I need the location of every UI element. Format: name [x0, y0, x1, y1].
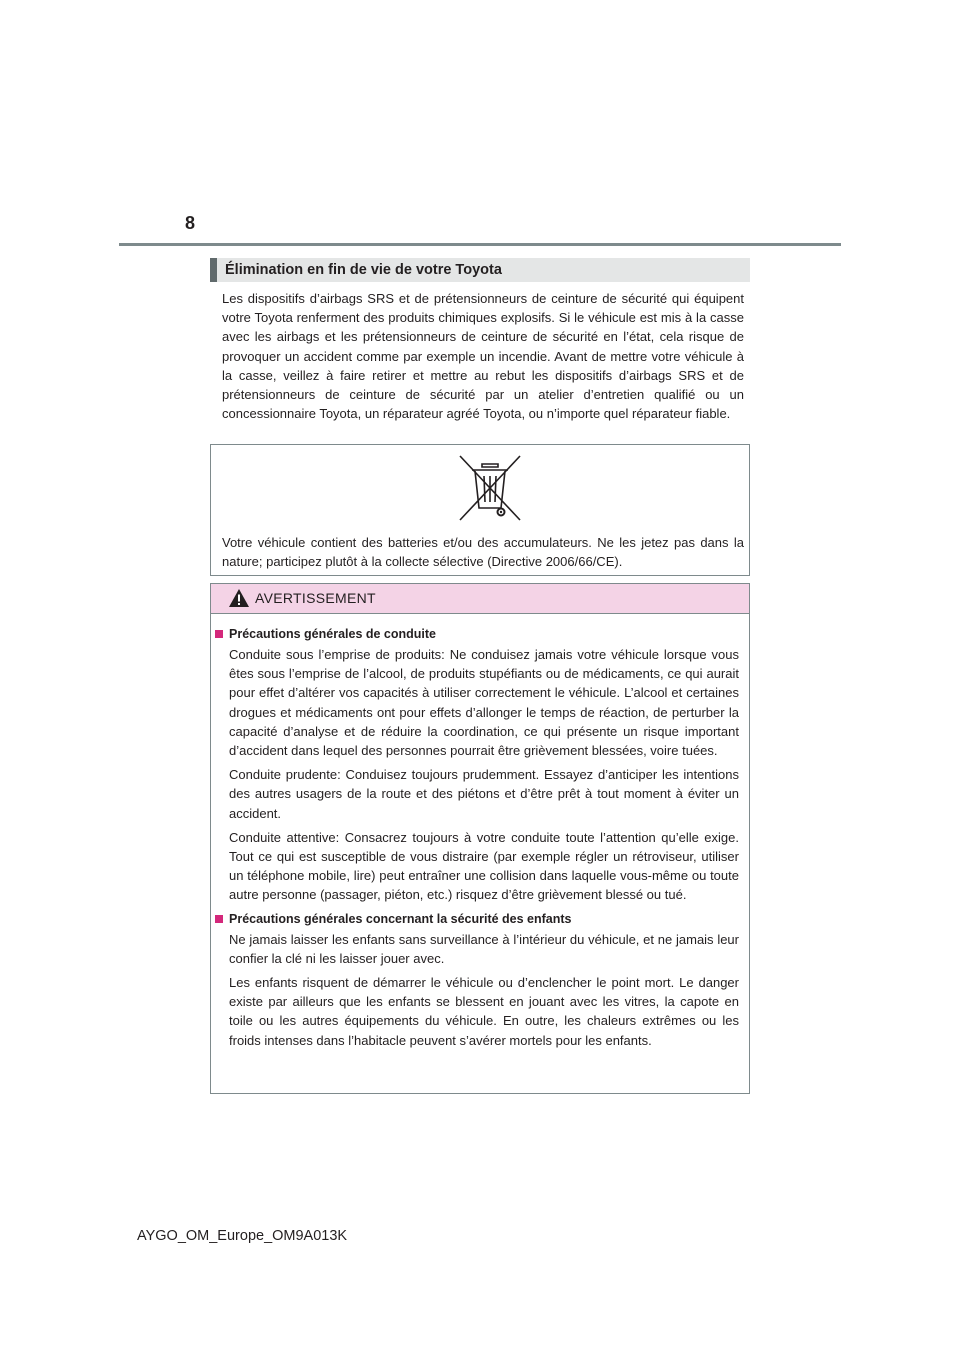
bullet-square-icon: [215, 915, 223, 923]
warning-box: [210, 583, 750, 1094]
warning-paragraph: Conduite sous l’emprise de produits: Ne conduisez jamais votre véhicule lorsque vous êtes sous l’emprise de l’alcool, de produits stupéfiants ou de médicaments, ce qui aurait pour effet d’altérer vos capacités à utiliser correctement le véhicule. L’alcool et certaines drogues et médicaments ont pour effets d’allonger le temps de réaction, de perturber la capacité d’analyse et de réduire la coordination, ce qui présente un risque important d’accident dans lequel des personnes pourrait être grièvement blessées, voire tuées.: [229, 647, 739, 759]
warning-paragraph: Conduite attentive: Consacrez toujours à votre conduite toute l’attention qu’elle exige. Tout ce qui est susceptible de vous distraire (par exemple régler un rétroviseur, utiliser un téléphone mobile, lire) peut entraîner une collision dans laquelle vous-même ou toute autre personne (passager, piéton, etc.) risquez d’être grièvement blessé ou tué.: [229, 829, 739, 903]
section-body: Les dispositifs d’airbags SRS et de prétensionneurs de ceinture de sécurité qui équipent votre Toyota renferment des produits chimiques explosifs. Si le véhicule est mis à la casse avec les airbags et les prétensionneurs de ceinture de sécurité en l’état, cela risque de provoquer un accident comme par exemple un incendie. Avant de mettre votre véhicule à la casse, veillez à faire retirer et mettre au rebut les dispositifs d’airbags SRS et de prétensionneurs de ceinture de sécurité par un atelier d’entretien qualifié ou un concessionnaire Toyota, un réparateur agréé Toyota, ou n’importe quel réparateur fiable.: [222, 291, 744, 422]
warning-title: AVERTISSEMENT: [255, 590, 376, 606]
warning-section-heading: [211, 910, 751, 929]
page-number: 8: [185, 213, 196, 233]
recycling-notice-box: [210, 444, 750, 576]
bullet-square-icon: [215, 630, 223, 638]
warning-section-heading: [211, 625, 751, 644]
header-rule: [119, 243, 841, 246]
recycling-text: Votre véhicule contient des batteries et/ou des accumulateurs. Ne les jetez pas dans la nature; participez plutôt à la collecte sélective (Directive 2006/66/CE).: [222, 535, 744, 570]
warning-paragraph: Ne jamais laisser les enfants sans surveillance à l’intérieur du véhicule, et ne jamais leur confier la clé ni les laisser jouer avec.: [229, 931, 739, 966]
warning-paragraph: Les enfants risquent de démarrer le véhicule ou d’enclencher le point mort. Le danger existe par ailleurs que les enfants se blessent en jouant avec les vitres, la capote en toile ou les autres équipements du véhicule. En outre, les chaleurs extrêmes ou les froids intenses dans l’habitacle peuvent s’avérer mortels pour les enfants.: [229, 975, 739, 1048]
warning-paragraph: Conduite prudente: Conduisez toujours prudemment. Essayez d’anticiper les intentions des autres usagers de la route et des piétons et d’être prêt à tout moment à éviter un accident.: [229, 767, 739, 821]
section-title: Élimination en fin de vie de votre Toyota: [210, 258, 750, 282]
warning-triangle-icon: [228, 588, 250, 608]
crossed-out-wheelie-bin-icon: [454, 452, 526, 524]
document-code: AYGO_OM_Europe_OM9A013K: [137, 1228, 348, 1244]
warning-body: [211, 625, 751, 1055]
warning-header: [211, 584, 749, 614]
heading-text: Précautions générales concernant la sécurité des enfants: [229, 911, 572, 926]
heading-text: Précautions générales de conduite: [229, 627, 437, 641]
